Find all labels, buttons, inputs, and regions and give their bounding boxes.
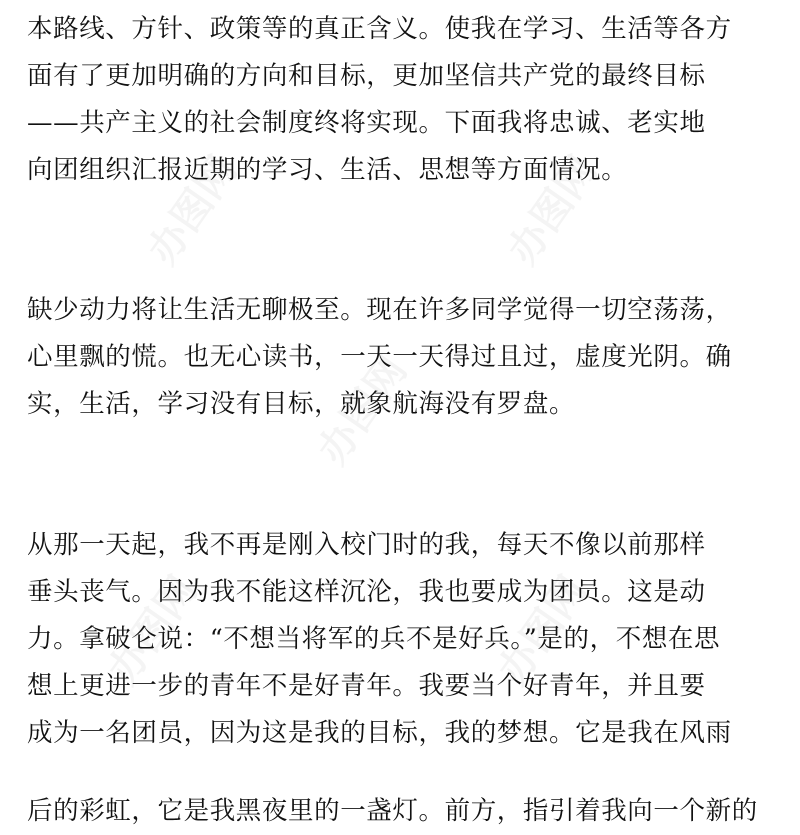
text-line: 力。拿破仑说：“不想当将军的兵不是好兵。”是的，不想在思	[27, 624, 721, 654]
watermark: 办图网	[489, 568, 597, 693]
cut-off-text-line: 后的彩虹，它是我黑夜里的一盏灯。前方，指引着我向一个新的	[27, 796, 758, 826]
watermark: 办图网	[99, 568, 207, 693]
paragraph	[27, 6, 787, 194]
text-line: 面有了更加明确的方向和目标，更加坚信共产党的最终目标	[27, 61, 706, 91]
text-line: 心里飘的慌。也无心读书，一天一天得过且过，虚度光阴。确	[27, 342, 732, 372]
text-line: 实，生活，学习没有目标，就象航海没有罗盘。	[27, 389, 576, 419]
text-line: ——共产主义的社会制度终将实现。下面我将忠诚、老实地	[27, 108, 706, 138]
watermark: 办图网	[499, 148, 607, 273]
watermark: 办图网	[139, 148, 247, 273]
paragraph	[27, 287, 787, 428]
text-line: 本路线、方针、政策等的真正含义。使我在学习、生活等各方	[27, 14, 732, 44]
watermark: 办图网	[309, 348, 417, 473]
text-line: 向团组织汇报近期的学习、生活、思想等方面情况。	[27, 155, 628, 185]
text-line: 成为一名团员，因为这是我的目标，我的梦想。它是我在风雨	[27, 718, 732, 748]
text-line: 垂头丧气。因为我不能这样沉沦，我也要成为团员。这是动	[27, 577, 706, 607]
paragraph	[27, 522, 787, 757]
text-line: 想上更进一步的青年不是好青年。我要当个好青年，并且要	[27, 671, 706, 701]
text-line: 从那一天起，我不再是刚入校门时的我，每天不像以前那样	[27, 530, 706, 560]
text-line: 缺少动力将让生活无聊极至。现在许多同学觉得一切空荡荡，	[27, 295, 732, 325]
